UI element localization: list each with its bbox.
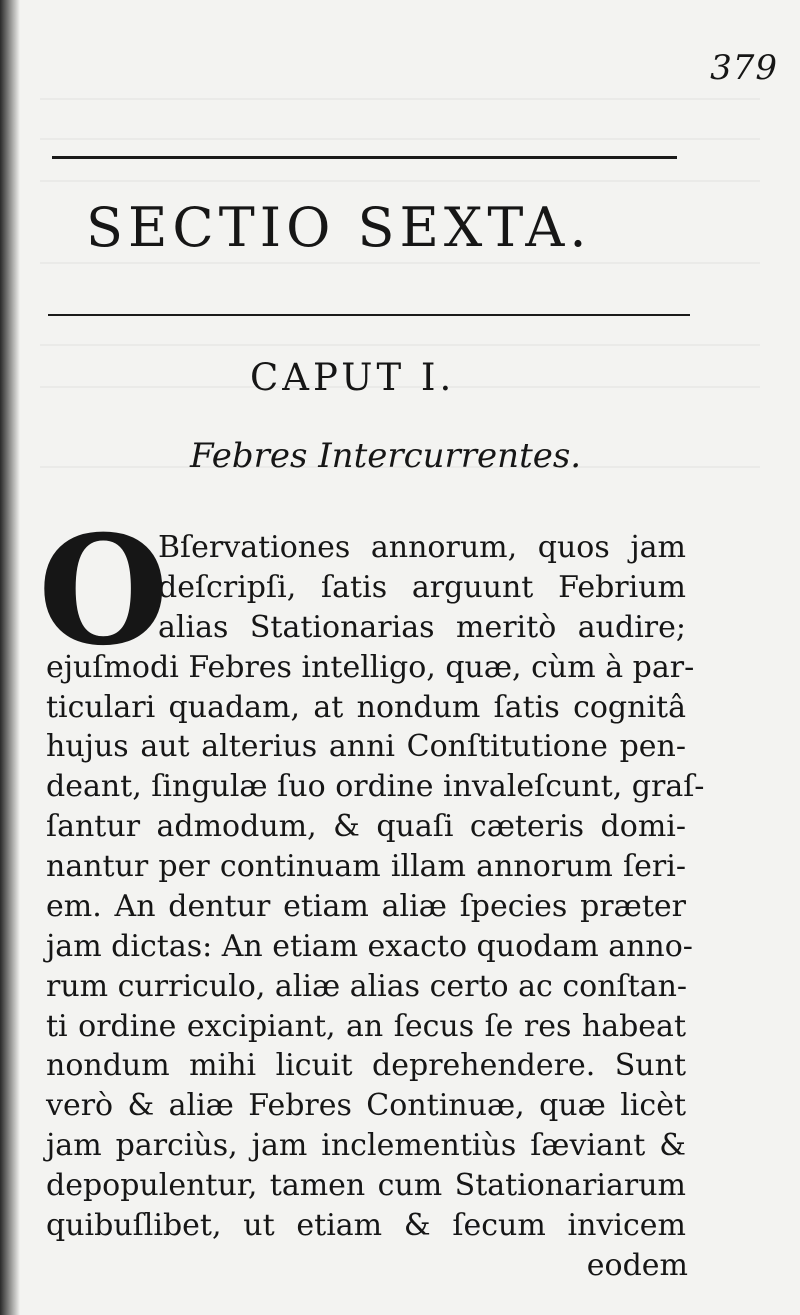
chapter-subtitle: Febres Intercurrentes. xyxy=(190,436,582,476)
text-line: deant, ſingulæ ſuo ordine invaleſcunt, graſ- xyxy=(46,769,705,804)
text-line: nantur per continuam illam annorum ſeri- xyxy=(46,849,686,884)
text-line: nondum mihi licuit deprehendere. Sunt xyxy=(46,1048,686,1083)
text-line: quibuſlibet, ut etiam & ſecum invicem xyxy=(46,1208,686,1243)
text-line: alias Stationarias meritò audire; xyxy=(158,610,686,645)
section-rule xyxy=(48,314,690,316)
top-rule xyxy=(52,156,677,159)
chapter-title: CAPUT I. xyxy=(250,356,456,399)
text-line: ticulari quadam, at nondum ſatis cognitâ xyxy=(46,690,686,725)
catchword: eodem xyxy=(586,1248,688,1283)
text-line: rum curriculo, aliæ alias certo ac conſtan- xyxy=(46,969,688,1004)
text-line: Bſervationes annorum, quos jam xyxy=(158,530,686,565)
text-line: hujus aut alterius anni Conſtitutione pen- xyxy=(46,729,686,764)
text-line: ſantur admodum, & quaſi cæteris domi- xyxy=(46,809,686,844)
text-line: ejuſmodi Febres intelligo, quæ, cùm à par- xyxy=(46,650,695,685)
page-number: 379 xyxy=(710,48,778,88)
text-line: em. An dentur etiam aliæ ſpecies præter xyxy=(46,889,686,924)
text-line: ti ordine excipiant, an ſecus ſe res habeat xyxy=(46,1009,686,1044)
text-line: depopulentur, tamen cum Stationariarum xyxy=(46,1168,686,1203)
text-line: verò & aliæ Febres Continuæ, quæ licèt xyxy=(46,1088,686,1123)
text-line: deſcripſi, ſatis arguunt Febrium xyxy=(158,570,686,605)
text-line: jam parciùs, jam inclementiùs ſæviant & xyxy=(46,1128,686,1163)
text-line: jam dictas: An etiam exacto quodam anno- xyxy=(46,929,693,964)
drop-cap: O xyxy=(38,503,169,679)
section-title: SECTIO SEXTA. xyxy=(86,196,592,259)
